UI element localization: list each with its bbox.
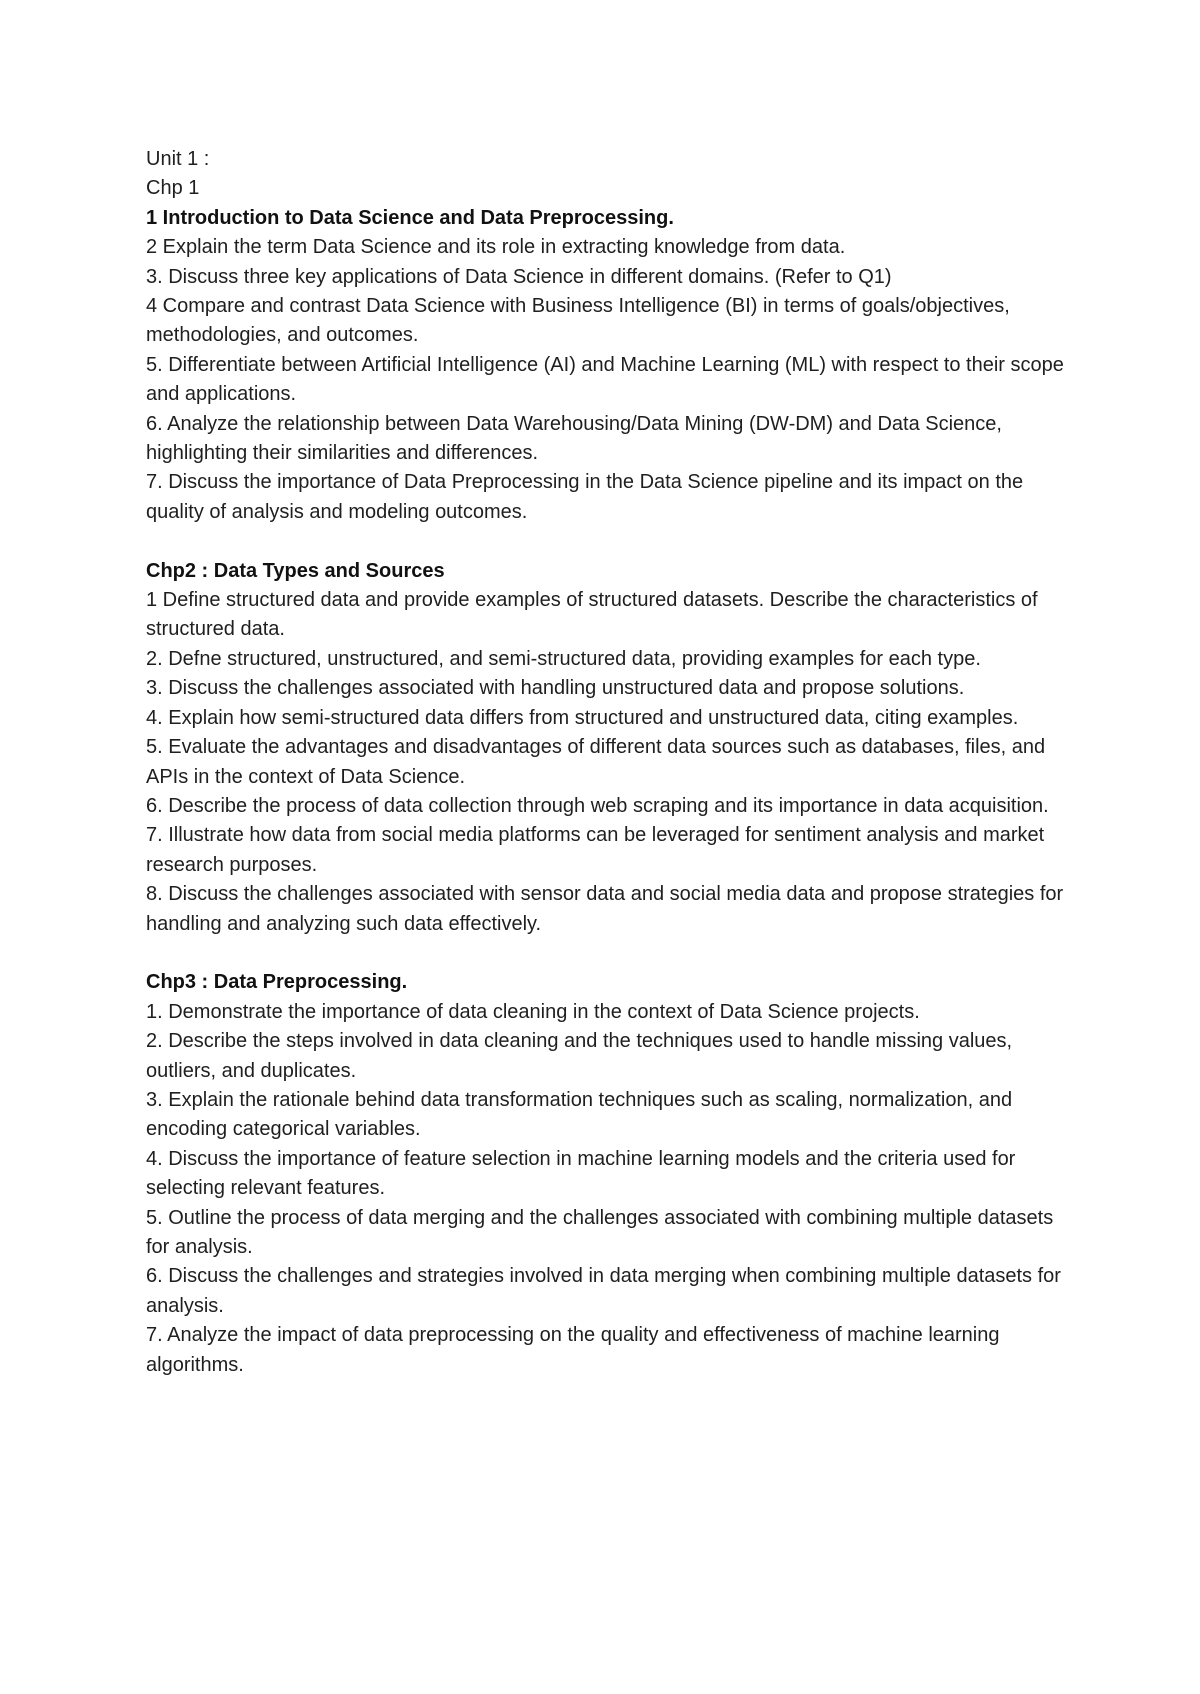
- question-item: 6. Discuss the challenges and strategies involved in data merging when combining multiple datasets for analysis.: [146, 1265, 1061, 1317]
- question-item: 5. Evaluate the advantages and disadvantages of different data sources such as databases, files, and APIs in the context of Data Science.: [146, 736, 1046, 788]
- section-spacer: [146, 939, 1076, 968]
- unit-label: Unit 1 :: [146, 148, 210, 170]
- question-item: 3. Explain the rationale behind data transformation techniques such as scaling, normalization, and encoding categorical variables.: [146, 1088, 1013, 1141]
- section-heading: 1 Introduction to Data Science and Data Preprocessing.: [146, 206, 674, 229]
- question-item: 8. Discuss the challenges associated with sensor data and social media data and propose strategies for handling and analyzing such data effectively.: [146, 883, 1064, 935]
- section-spacer: [146, 527, 1076, 556]
- question-item: 7. Discuss the importance of Data Preprocessing in the Data Science pipeline and its impact on the quality of analysis and modeling outcomes.: [146, 471, 1024, 523]
- question-item: 6. Analyze the relationship between Data Warehousing/Data Mining (DW-DM) and Data Science, highlighting their similarities and differences.: [146, 412, 1002, 465]
- question-item: 5. Differentiate between Artificial Intelligence (AI) and Machine Learning (ML) with respect to their scope and applications.: [146, 353, 1064, 406]
- question-item: 1 Define structured data and provide examples of structured datasets. Describe the characteristics of structured data.: [146, 589, 1038, 641]
- question-item: 4. Explain how semi-structured data differs from structured and unstructured data, citing examples.: [146, 706, 1019, 729]
- question-item: 7. Illustrate how data from social media platforms can be leveraged for sentiment analysis and market research purposes.: [146, 824, 1045, 876]
- question-item: 5. Outline the process of data merging and the challenges associated with combining multiple datasets for analysis.: [146, 1206, 1054, 1258]
- question-item: 2. Defne structured, unstructured, and semi-structured data, providing examples for each type.: [146, 647, 981, 670]
- section-heading: Chp2 : Data Types and Sources: [146, 559, 445, 582]
- question-item: 6. Describe the process of data collection through web scraping and its importance in data acquisition.: [146, 794, 1049, 817]
- document-content: [146, 145, 1076, 1380]
- question-item: 2 Explain the term Data Science and its role in extracting knowledge from data.: [146, 236, 846, 259]
- question-item: 7. Analyze the impact of data preprocessing on the quality and effectiveness of machine learning algorithms.: [146, 1324, 1000, 1376]
- section-heading: Chp3 : Data Preprocessing.: [146, 971, 408, 994]
- question-item: 2. Describe the steps involved in data cleaning and the techniques used to handle missing values, outliers, and duplicates.: [146, 1030, 1013, 1082]
- question-item: 4. Discuss the importance of feature selection in machine learning models and the criteria used for selecting relevant features.: [146, 1147, 1016, 1200]
- question-item: 4 Compare and contrast Data Science with Business Intelligence (BI) in terms of goals/objectives, methodologies, and outcomes.: [146, 295, 1010, 347]
- question-item: 3. Discuss the challenges associated with handling unstructured data and propose solutions.: [146, 677, 965, 700]
- question-item: 3. Discuss three key applications of Data Science in different domains. (Refer to Q1): [146, 265, 892, 288]
- question-item: 1. Demonstrate the importance of data cleaning in the context of Data Science projects.: [146, 1000, 920, 1023]
- chapter-label: Chp 1: [146, 177, 200, 200]
